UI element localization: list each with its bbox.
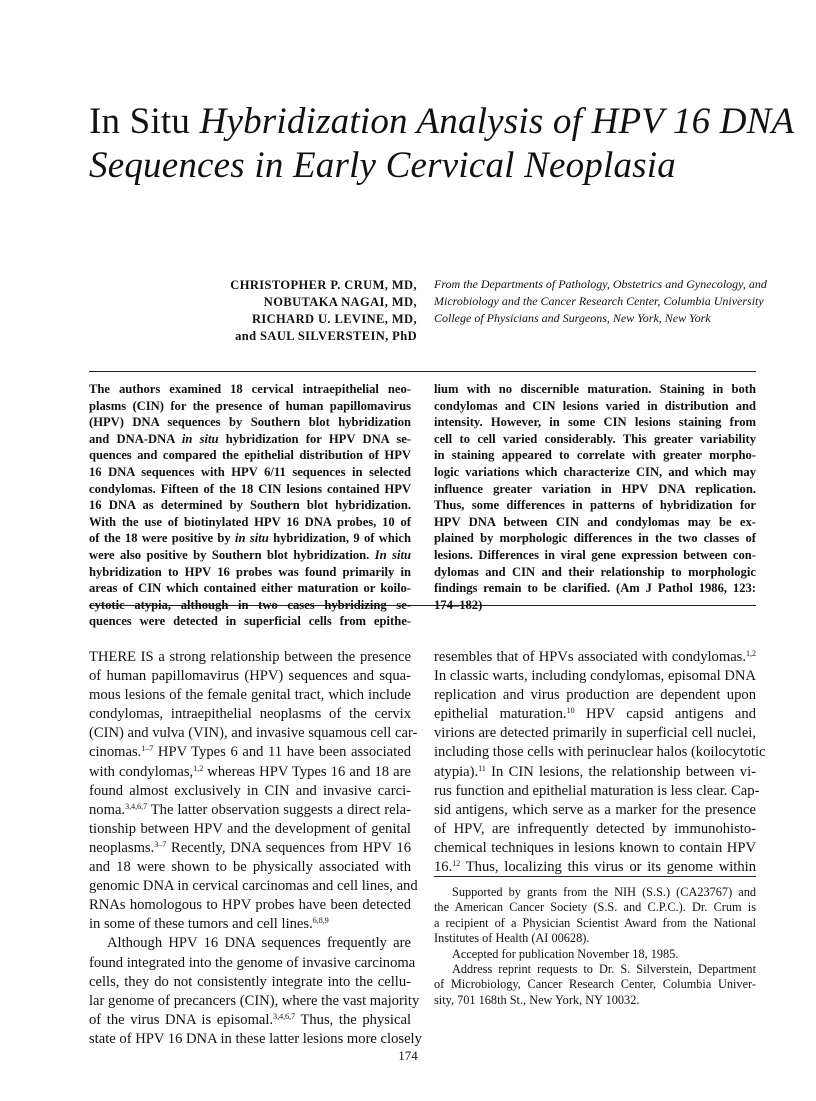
- title-roman: In Situ: [89, 101, 191, 142]
- footnote-line: Address reprint requests to Dr. S. Silverstein, Department: [452, 962, 756, 977]
- abstract-line: of the 18 were positive by in situ hybridization, 9 of which: [89, 531, 411, 546]
- title-italic-2: Sequences in Early Cervical Neoplasia: [89, 145, 676, 186]
- abstract-line: in staining appeared to correlate with greater morpho-: [434, 448, 756, 463]
- abstract-line: cytotic atypia, although in two cases hybridizing se-: [89, 597, 411, 612]
- abstract-top-rule: [89, 371, 756, 372]
- abstract-line: quences and compared the epithelial distribution of HPV: [89, 448, 411, 463]
- body-line: cinomas.$^{1-7}$ HPV Types 6 and 11 have been associated: [89, 744, 411, 761]
- abstract-line: condylomas and CIN lesions varied in distribution and: [434, 398, 756, 413]
- abstract-line: 16 DNA as determined by Southern blot hybridization.: [89, 498, 411, 513]
- footnote-line: sity, 701 168th St., New York, NY 10032.: [434, 992, 640, 1007]
- body-line: THERE IS a strong relationship between the presence: [89, 649, 411, 665]
- abstract-right-column: [434, 381, 756, 613]
- abstract-line: logic variations which characterize CIN, and which may: [434, 464, 756, 479]
- body-line: atypia).$^{11}$ In CIN lesions, the relationship between vi-: [434, 763, 756, 780]
- body-left-column: [89, 648, 422, 1049]
- body-line: cells, they do not consistently integrate into the cellu-: [89, 973, 411, 990]
- abstract-line: With the use of biotinylated HPV 16 DNA probes, 10 of: [89, 514, 411, 529]
- body-line: sid antigens, which serve as a marker for the presence: [434, 801, 756, 818]
- body-line: of human papillomavirus (HPV) sequences and squa-: [89, 668, 411, 685]
- author-4: and SAUL SILVERSTEIN, PhD: [235, 329, 417, 343]
- footnote-line: Institutes of Health (AI 00628).: [434, 931, 590, 946]
- footnote-line: Accepted for publication November 18, 1985.: [452, 946, 679, 961]
- abstract-line: The authors examined 18 cervical intraepithelial neo-: [89, 382, 411, 396]
- title-italic-1: Hybridization Analysis of HPV 16 DNA: [199, 101, 795, 142]
- abstract-left-column: [89, 381, 411, 630]
- abstract-line: were also positive by Southern blot hybridization. In situ: [89, 547, 411, 562]
- body-line: of HPV, are infrequently detected by immunohisto-: [434, 820, 756, 837]
- body-line: and 18 were shown to be physically associated with: [89, 859, 411, 876]
- body-line: Although HPV 16 DNA sequences frequently are: [107, 935, 411, 952]
- abstract-line: condylomas. Fifteen of the 18 CIN lesions contained HPV: [89, 481, 411, 496]
- body-line: chemical techniques in lesions known to contain HPV: [434, 839, 756, 856]
- abstract-line: and DNA-DNA in situ hybridization for HPV DNA se-: [89, 431, 412, 446]
- citation-superscript: 1–7: [141, 744, 154, 754]
- author-list: [180, 277, 417, 345]
- citation-superscript: 10: [566, 706, 575, 716]
- abstract-line: intensity. However, in some CIN lesions staining from: [434, 415, 756, 430]
- citation-superscript: 1,2: [746, 649, 756, 658]
- footnote-line: a recipient of a Physician Scientist Award from the National: [434, 915, 756, 930]
- body-line: of the virus DNA is episomal.$^{3,4,6,7}$ Thus, the physical: [89, 1011, 411, 1028]
- body-line: (CIN) and vulva (VIN), and invasive squamous cell car-: [89, 725, 418, 742]
- citation-superscript: 3–7: [154, 839, 167, 849]
- abstract-line: dylomas and CIN and their relationship to morphologic: [434, 564, 756, 579]
- article-title: [89, 100, 795, 188]
- body-right-column: [434, 648, 766, 877]
- title-line-2: [89, 144, 789, 188]
- abstract-line: HPV DNA between CIN and condylomas may be ex-: [434, 514, 756, 529]
- author-3: RICHARD U. LEVINE, MD,: [251, 312, 417, 326]
- footnotes: [434, 885, 756, 1008]
- citation-superscript: 3,4,6,7: [125, 801, 148, 811]
- citation-superscript: 3,4,6,7: [273, 1011, 296, 1021]
- citation-superscript: 12: [452, 859, 461, 869]
- body-line: genomic DNA in cervical carcinomas and cell lines, and: [89, 878, 418, 895]
- footnote-line: of Microbiology, Cancer Research Center, Columbia Univer-: [434, 977, 756, 992]
- body-line: lar genome of precancers (CIN), where the vast majority: [89, 992, 420, 1009]
- footnote-line: Supported by grants from the NIH (S.S.) (CA23767) and: [452, 885, 756, 899]
- body-line: found integrated into the genome of invasive carcinoma: [89, 954, 416, 971]
- title-line-1: [89, 100, 795, 144]
- page-number: 174: [398, 1048, 418, 1063]
- body-line: virions are detected primarily in superficial cell nuclei,: [434, 725, 756, 742]
- abstract-line: lium with no discernible maturation. Staining in both: [434, 382, 756, 396]
- abstract-line: 16 DNA sequences with HPV 6/11 sequences in selected: [89, 464, 411, 479]
- footnote-rule: [434, 876, 756, 877]
- body-line: RNAs homologous to HPV probes have been detected: [89, 897, 411, 914]
- abstract-line: (HPV) DNA sequences by Southern blot hybridization: [89, 415, 411, 430]
- citation-superscript: 11: [478, 763, 486, 773]
- abstract-line: quences were detected in superficial cells from epithe-: [89, 614, 411, 629]
- abstract-line: plasms (CIN) for the presence of human papillomavirus: [89, 398, 411, 413]
- footnote-line: the American Cancer Society (S.S. and C.P.C.). Dr. Crum is: [434, 900, 756, 915]
- affiliation-line-1: From the Departments of Pathology, Obstetrics and Gynecology, and: [434, 277, 767, 291]
- body-line: rus function and epithelial maturation is less clear. Cap-: [434, 782, 760, 799]
- body-line: noma.$^{3,4,6,7}$ The latter observation suggests a direct rela-: [89, 801, 411, 818]
- abstract-line: lesions. Differences in viral gene expression between con-: [434, 547, 756, 562]
- body-line: in some of these tumors and cell lines.$^{6,8,9}$: [89, 916, 329, 933]
- abstract-line: hybridization to HPV 16 probes was found primarily in: [89, 564, 411, 579]
- body-line: In classic warts, including condylomas, episomal DNA: [434, 668, 756, 685]
- body-line: mous lesions of the female genital tract, which include: [89, 687, 411, 704]
- body-line: epithelial maturation.$^{10}$ HPV capsid antigens and: [434, 706, 756, 723]
- body-line: replication and virus production are dependent upon: [434, 687, 756, 704]
- author-1: CHRISTOPHER P. CRUM, MD,: [230, 278, 417, 292]
- citation-superscript: 1,2: [193, 763, 204, 773]
- abstract-line: plained by morphologic differences in the two classes of: [434, 531, 756, 546]
- abstract-line: areas of CIN which contained either maturation or koilo-: [89, 581, 411, 596]
- citation-superscript: 6,8,9: [312, 916, 329, 926]
- body-line: found almost exclusively in CIN and invasive carci-: [89, 782, 411, 799]
- body-line: condylomas, intraepithelial neoplasms of the cervix: [89, 706, 411, 723]
- abstract-line: 174–182): [434, 597, 483, 612]
- affiliation-line-3: College of Physicians and Surgeons, New York, New York: [434, 311, 711, 325]
- body-line: resembles that of HPVs associated with condylomas.$^{1,2}$: [434, 649, 756, 665]
- affiliation-line-2: Microbiology and the Cancer Research Center, Columbia University: [434, 294, 764, 308]
- body-line: state of HPV 16 DNA in these latter lesions more closely: [89, 1030, 422, 1047]
- body-line: with condylomas,$^{1,2}$ whereas HPV Types 16 and 18 are: [89, 763, 411, 780]
- abstract-line: influence greater variation in HPV DNA replication.: [434, 481, 756, 496]
- abstract-line: Thus, some differences in patterns of hybridization for: [434, 498, 756, 513]
- author-2: NOBUTAKA NAGAI, MD,: [263, 295, 417, 309]
- body-line: tionship between HPV and the development of genital: [89, 820, 411, 837]
- body-line: neoplasms.$^{3-7}$ Recently, DNA sequences from HPV 16: [89, 839, 411, 856]
- abstract-line: cell to cell varied considerably. This greater variability: [434, 431, 756, 446]
- body-line: 16.12 Thus, localizing this virus or its genome within: [434, 859, 756, 876]
- affiliation: [434, 276, 767, 327]
- abstract-line: findings remain to be clarified. (Am J Pathol 1986, 123:: [434, 581, 756, 596]
- body-line: including those cells with perinuclear halos (koilocytotic: [434, 744, 766, 761]
